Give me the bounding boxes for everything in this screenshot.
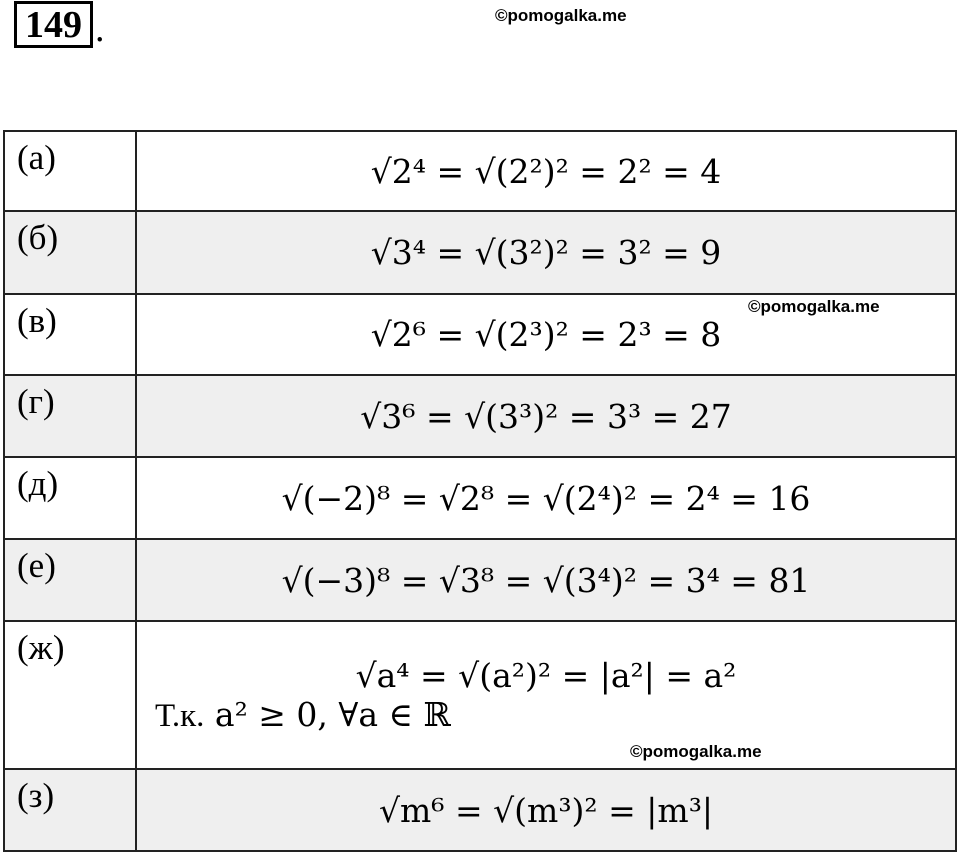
row-label: (д) xyxy=(4,457,136,539)
row-label: (е) xyxy=(4,539,136,621)
table-row xyxy=(4,769,956,851)
problem-number-dot: . xyxy=(95,8,105,50)
watermark: ©pomogalka.me xyxy=(630,742,762,761)
table-row xyxy=(4,539,956,621)
watermark: ©pomogalka.me xyxy=(748,297,880,316)
row-label: (а) xyxy=(4,131,136,211)
row-label: (ж) xyxy=(4,621,136,769)
problem-number xyxy=(14,4,105,48)
solution-table xyxy=(3,130,957,852)
row-label: (б) xyxy=(4,211,136,294)
math-note xyxy=(137,695,955,735)
math-expression: √2⁴ = √(2²)² = 2² = 4 xyxy=(136,131,956,211)
row-label: (в) xyxy=(4,294,136,375)
table-row xyxy=(4,621,956,769)
math-line: √a⁴ = √(a²)² = |a²| = a² xyxy=(355,655,737,695)
watermark: ©pomogalka.me xyxy=(495,6,627,25)
table-row xyxy=(4,375,956,457)
note-formula: a² ≥ 0, ∀a ∈ ℝ xyxy=(214,694,451,734)
row-label: (г) xyxy=(4,375,136,457)
problem-number-box: 149 xyxy=(14,1,93,48)
math-expression xyxy=(136,621,956,769)
math-expression: √3⁶ = √(3³)² = 3³ = 27 xyxy=(136,375,956,457)
math-expression: √(−2)⁸ = √2⁸ = √(2⁴)² = 2⁴ = 16 xyxy=(136,457,956,539)
table-row xyxy=(4,131,956,211)
math-expression: √3⁴ = √(3²)² = 3² = 9 xyxy=(136,211,956,294)
math-expression: √2⁶ = √(2³)² = 2³ = 8 xyxy=(136,294,956,375)
math-expression: √(−3)⁸ = √3⁸ = √(3⁴)² = 3⁴ = 81 xyxy=(136,539,956,621)
table-row xyxy=(4,457,956,539)
row-label: (з) xyxy=(4,769,136,851)
note-prefix: Т.к. xyxy=(155,697,205,734)
math-expression: √m⁶ = √(m³)² = |m³| xyxy=(136,769,956,851)
table-row xyxy=(4,211,956,294)
